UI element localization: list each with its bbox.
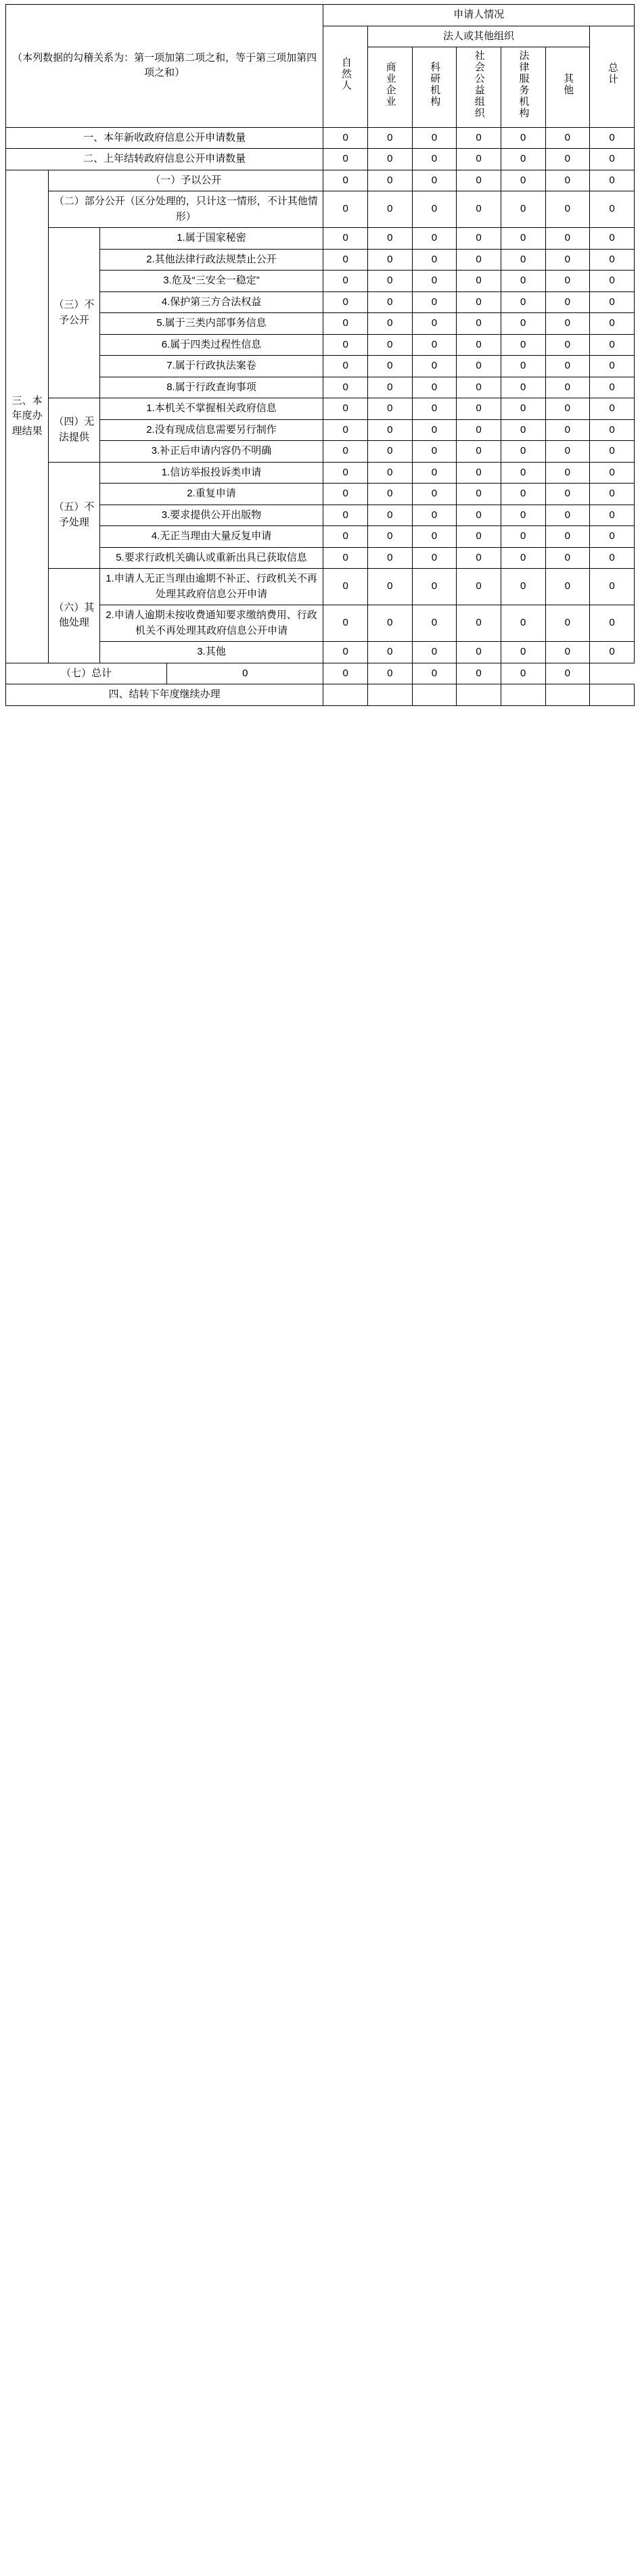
table-row bbox=[6, 419, 635, 441]
cell-value: 0 bbox=[501, 547, 545, 569]
cell-value bbox=[501, 684, 545, 706]
table-row bbox=[6, 663, 635, 684]
table-row bbox=[6, 191, 635, 228]
table-row bbox=[6, 228, 635, 250]
cell-value: 0 bbox=[367, 642, 412, 663]
cell-value: 0 bbox=[501, 334, 545, 356]
cell-value: 0 bbox=[412, 356, 457, 377]
cell-value: 0 bbox=[323, 377, 368, 398]
cell-value bbox=[590, 684, 635, 706]
table-row bbox=[6, 462, 635, 484]
cell-value: 0 bbox=[501, 663, 545, 684]
table-row bbox=[6, 605, 635, 642]
table-row bbox=[6, 547, 635, 569]
header-legal-or-other-org: 法人或其他组织 bbox=[367, 26, 589, 47]
cell-value: 0 bbox=[545, 127, 590, 149]
cell-value: 0 bbox=[323, 191, 368, 228]
cell-value: 0 bbox=[323, 271, 368, 292]
row-label-carry-forward-next-year: 四、结转下年度继续办理 bbox=[6, 684, 323, 706]
cell-value: 0 bbox=[501, 526, 545, 548]
item-label: 1.信访举报投诉类申请 bbox=[99, 462, 323, 484]
group-label-subtotal: （七）总计 bbox=[6, 663, 167, 684]
cell-value: 0 bbox=[501, 127, 545, 149]
row-label-handling-results-text: 三、本年度办理结果 bbox=[12, 394, 43, 437]
cell-value: 0 bbox=[323, 526, 368, 548]
cell-value: 0 bbox=[367, 334, 412, 356]
cell-value: 0 bbox=[412, 605, 457, 642]
cell-value: 0 bbox=[501, 249, 545, 271]
cell-value: 0 bbox=[501, 569, 545, 605]
table-row bbox=[6, 505, 635, 526]
cell-value: 0 bbox=[545, 291, 590, 313]
cell-value: 0 bbox=[590, 377, 635, 398]
item-label: 3.其他 bbox=[99, 642, 323, 663]
cell-value: 0 bbox=[323, 462, 368, 484]
cell-value: 0 bbox=[501, 484, 545, 505]
cell-value: 0 bbox=[412, 313, 457, 335]
cell-value: 0 bbox=[167, 663, 323, 684]
cell-value: 0 bbox=[323, 484, 368, 505]
cell-value: 0 bbox=[367, 526, 412, 548]
cell-value: 0 bbox=[323, 334, 368, 356]
cell-value: 0 bbox=[501, 398, 545, 420]
cell-value: 0 bbox=[367, 398, 412, 420]
row-label-carried-over-applications: 二、上年结转政府信息公开申请数量 bbox=[6, 149, 323, 170]
item-label: 1.申请人无正当理由逾期不补正、行政机关不再处理其政府信息公开申请 bbox=[99, 569, 323, 605]
cell-value: 0 bbox=[323, 398, 368, 420]
item-label: 2.其他法律行政法规禁止公开 bbox=[99, 249, 323, 271]
cell-value: 0 bbox=[590, 191, 635, 228]
item-label: 5.要求行政机关确认或重新出具已获取信息 bbox=[99, 547, 323, 569]
cell-value: 0 bbox=[367, 462, 412, 484]
cell-value: 0 bbox=[545, 462, 590, 484]
cell-value: 0 bbox=[412, 484, 457, 505]
table-row bbox=[6, 127, 635, 149]
item-label: 8.属于行政查询事项 bbox=[99, 377, 323, 398]
cell-value: 0 bbox=[545, 642, 590, 663]
header-col-commercial-enterprise-label: 商业企业 bbox=[384, 62, 396, 108]
cell-value: 0 bbox=[457, 127, 501, 149]
cell-value: 0 bbox=[501, 505, 545, 526]
cell-value: 0 bbox=[457, 419, 501, 441]
cell-value: 0 bbox=[412, 462, 457, 484]
table-row bbox=[6, 526, 635, 548]
cell-value: 0 bbox=[457, 642, 501, 663]
cell-value: 0 bbox=[412, 228, 457, 250]
cell-value: 0 bbox=[545, 334, 590, 356]
cell-value: 0 bbox=[457, 441, 501, 463]
cell-value: 0 bbox=[367, 313, 412, 335]
cell-value: 0 bbox=[367, 484, 412, 505]
cell-value: 0 bbox=[590, 228, 635, 250]
cell-value: 0 bbox=[367, 569, 412, 605]
cell-value: 0 bbox=[412, 547, 457, 569]
cell-value: 0 bbox=[501, 170, 545, 191]
cell-value: 0 bbox=[367, 249, 412, 271]
item-label: 2.没有现成信息需要另行制作 bbox=[99, 419, 323, 441]
cell-value: 0 bbox=[545, 547, 590, 569]
cell-value: 0 bbox=[323, 228, 368, 250]
cell-value: 0 bbox=[590, 356, 635, 377]
table-row bbox=[6, 569, 635, 605]
cell-value: 0 bbox=[501, 419, 545, 441]
cell-value: 0 bbox=[501, 271, 545, 292]
cell-value: 0 bbox=[457, 505, 501, 526]
cell-value: 0 bbox=[545, 228, 590, 250]
group-label-disclosed: （一）予以公开 bbox=[49, 170, 323, 191]
table-row bbox=[6, 291, 635, 313]
cell-value: 0 bbox=[501, 377, 545, 398]
cell-value: 0 bbox=[590, 170, 635, 191]
cell-value: 0 bbox=[457, 191, 501, 228]
header-col-research-institute-label: 科研机构 bbox=[429, 62, 441, 108]
cell-value: 0 bbox=[412, 377, 457, 398]
header-col-natural-person bbox=[323, 26, 368, 127]
header-col-legal-service-org bbox=[501, 47, 545, 128]
cell-value: 0 bbox=[323, 291, 368, 313]
cell-value: 0 bbox=[323, 149, 368, 170]
cell-value: 0 bbox=[412, 505, 457, 526]
group-label-not-disclosed: （三）不予公开 bbox=[49, 228, 99, 398]
cell-value: 0 bbox=[457, 462, 501, 484]
cell-value: 0 bbox=[590, 484, 635, 505]
cell-value: 0 bbox=[545, 313, 590, 335]
cell-value: 0 bbox=[590, 569, 635, 605]
cell-value bbox=[367, 684, 412, 706]
group-label-unable-to-provide: （四）无法提供 bbox=[49, 398, 99, 463]
table-row bbox=[6, 334, 635, 356]
row-label-new-applications: 一、本年新收政府信息公开申请数量 bbox=[6, 127, 323, 149]
cell-value: 0 bbox=[590, 127, 635, 149]
group-label-other-handling: （六）其他处理 bbox=[49, 569, 99, 663]
cell-value: 0 bbox=[590, 249, 635, 271]
cell-value: 0 bbox=[501, 149, 545, 170]
cell-value: 0 bbox=[367, 377, 412, 398]
header-col-other bbox=[545, 47, 590, 128]
cell-value: 0 bbox=[501, 191, 545, 228]
table-row bbox=[6, 684, 635, 706]
cell-value: 0 bbox=[412, 334, 457, 356]
item-label: 5.属于三类内部事务信息 bbox=[99, 313, 323, 335]
cell-value: 0 bbox=[367, 127, 412, 149]
item-label: 3.危及“三安全一稳定” bbox=[99, 271, 323, 292]
item-label: 1.本机关不掌握相关政府信息 bbox=[99, 398, 323, 420]
cell-value: 0 bbox=[367, 291, 412, 313]
cell-value: 0 bbox=[457, 398, 501, 420]
cell-value: 0 bbox=[457, 334, 501, 356]
cell-value: 0 bbox=[590, 419, 635, 441]
cell-value: 0 bbox=[457, 484, 501, 505]
item-label: 4.无正当理由大量反复申请 bbox=[99, 526, 323, 548]
cell-value: 0 bbox=[412, 419, 457, 441]
cell-value: 0 bbox=[501, 441, 545, 463]
cell-value: 0 bbox=[545, 505, 590, 526]
cell-value: 0 bbox=[457, 271, 501, 292]
item-label: 2.重复申请 bbox=[99, 484, 323, 505]
cell-value: 0 bbox=[501, 642, 545, 663]
cell-value: 0 bbox=[367, 191, 412, 228]
cell-value: 0 bbox=[323, 547, 368, 569]
cell-value bbox=[545, 684, 590, 706]
cell-value: 0 bbox=[412, 398, 457, 420]
cell-value: 0 bbox=[412, 642, 457, 663]
cell-value: 0 bbox=[412, 149, 457, 170]
cell-value: 0 bbox=[457, 313, 501, 335]
header-col-social-welfare-org bbox=[457, 47, 501, 128]
cell-value: 0 bbox=[545, 605, 590, 642]
item-label: 4.保护第三方合法权益 bbox=[99, 291, 323, 313]
header-col-natural-person-label: 自然人 bbox=[340, 56, 352, 91]
header-col-other-label: 其他 bbox=[562, 73, 574, 96]
cell-value: 0 bbox=[545, 170, 590, 191]
cell-value: 0 bbox=[457, 526, 501, 548]
cell-value: 0 bbox=[457, 605, 501, 642]
table-row bbox=[6, 484, 635, 505]
table-row bbox=[6, 377, 635, 398]
cell-value: 0 bbox=[323, 127, 368, 149]
table-row bbox=[6, 642, 635, 663]
cell-value: 0 bbox=[457, 569, 501, 605]
cell-value: 0 bbox=[367, 505, 412, 526]
cell-value: 0 bbox=[323, 605, 368, 642]
table-row bbox=[6, 149, 635, 170]
cell-value: 0 bbox=[367, 356, 412, 377]
cell-value: 0 bbox=[323, 441, 368, 463]
table-row bbox=[6, 313, 635, 335]
cell-value: 0 bbox=[545, 249, 590, 271]
header-col-total-label: 总计 bbox=[606, 62, 618, 86]
cell-value: 0 bbox=[412, 127, 457, 149]
table-row bbox=[6, 271, 635, 292]
cell-value: 0 bbox=[323, 505, 368, 526]
cell-value: 0 bbox=[457, 356, 501, 377]
table-row bbox=[6, 356, 635, 377]
cell-value: 0 bbox=[367, 419, 412, 441]
header-col-total bbox=[590, 26, 635, 127]
cell-value: 0 bbox=[412, 170, 457, 191]
cell-value: 0 bbox=[457, 170, 501, 191]
cell-value: 0 bbox=[590, 313, 635, 335]
cell-value: 0 bbox=[457, 249, 501, 271]
table-row bbox=[6, 441, 635, 463]
cell-value: 0 bbox=[412, 441, 457, 463]
cell-value: 0 bbox=[412, 569, 457, 605]
cell-value bbox=[323, 684, 368, 706]
cell-value: 0 bbox=[501, 313, 545, 335]
cell-value: 0 bbox=[590, 462, 635, 484]
cell-value: 0 bbox=[590, 547, 635, 569]
cell-value: 0 bbox=[323, 249, 368, 271]
cell-value: 0 bbox=[367, 149, 412, 170]
cell-value: 0 bbox=[590, 334, 635, 356]
cell-value: 0 bbox=[323, 170, 368, 191]
item-label: 7.属于行政执法案卷 bbox=[99, 356, 323, 377]
cell-value: 0 bbox=[457, 663, 501, 684]
cell-value: 0 bbox=[367, 663, 412, 684]
cell-value: 0 bbox=[590, 291, 635, 313]
cell-value: 0 bbox=[412, 291, 457, 313]
item-label: 2.申请人逾期未按收费通知要求缴纳费用、行政机关不再处理其政府信息公开申请 bbox=[99, 605, 323, 642]
cell-value: 0 bbox=[590, 441, 635, 463]
cell-value: 0 bbox=[590, 505, 635, 526]
header-row-applicant bbox=[6, 5, 635, 26]
cell-value: 0 bbox=[367, 271, 412, 292]
cell-value: 0 bbox=[457, 377, 501, 398]
cell-value: 0 bbox=[501, 356, 545, 377]
cell-value: 0 bbox=[545, 271, 590, 292]
header-col-social-welfare-org-label: 社会公益组织 bbox=[473, 50, 485, 119]
cell-value: 0 bbox=[590, 271, 635, 292]
cell-value: 0 bbox=[412, 249, 457, 271]
cell-value: 0 bbox=[545, 356, 590, 377]
table-row bbox=[6, 398, 635, 420]
cell-value: 0 bbox=[545, 191, 590, 228]
item-label: 3.补正后申请内容仍不明确 bbox=[99, 441, 323, 463]
cell-value: 0 bbox=[323, 356, 368, 377]
header-col-research-institute bbox=[412, 47, 457, 128]
cell-value: 0 bbox=[367, 170, 412, 191]
header-applicant-situation: 申请人情况 bbox=[323, 5, 635, 26]
cell-value: 0 bbox=[545, 663, 590, 684]
group-label-not-processed: （五）不予处理 bbox=[49, 462, 99, 569]
note-cell: （本列数据的勾稽关系为：第一项加第二项之和，等于第三项加第四项之和） bbox=[6, 5, 323, 128]
cell-value: 0 bbox=[545, 526, 590, 548]
cell-value: 0 bbox=[590, 149, 635, 170]
cell-value: 0 bbox=[501, 228, 545, 250]
table-row bbox=[6, 249, 635, 271]
cell-value: 0 bbox=[367, 441, 412, 463]
table-row bbox=[6, 170, 635, 191]
header-col-commercial-enterprise bbox=[367, 47, 412, 128]
cell-value: 0 bbox=[367, 228, 412, 250]
cell-value: 0 bbox=[323, 313, 368, 335]
cell-value: 0 bbox=[323, 663, 368, 684]
group-label-partially-disclosed: （二）部分公开（区分处理的，只计这一情形，不计其他情形） bbox=[49, 191, 323, 228]
cell-value: 0 bbox=[545, 419, 590, 441]
cell-value: 0 bbox=[367, 547, 412, 569]
government-information-disclosure-table bbox=[5, 4, 635, 706]
cell-value: 0 bbox=[545, 377, 590, 398]
cell-value: 0 bbox=[545, 569, 590, 605]
cell-value: 0 bbox=[323, 642, 368, 663]
cell-value: 0 bbox=[412, 271, 457, 292]
cell-value: 0 bbox=[545, 484, 590, 505]
item-label: 6.属于四类过程性信息 bbox=[99, 334, 323, 356]
row-label-handling-results bbox=[6, 170, 49, 663]
cell-value: 0 bbox=[501, 462, 545, 484]
cell-value: 0 bbox=[457, 547, 501, 569]
cell-value: 0 bbox=[545, 398, 590, 420]
cell-value: 0 bbox=[545, 149, 590, 170]
cell-value: 0 bbox=[412, 663, 457, 684]
header-col-legal-service-org-label: 法律服务机构 bbox=[518, 50, 530, 119]
cell-value: 0 bbox=[590, 605, 635, 642]
cell-value: 0 bbox=[545, 441, 590, 463]
cell-value: 0 bbox=[457, 228, 501, 250]
cell-value bbox=[457, 684, 501, 706]
cell-value: 0 bbox=[590, 642, 635, 663]
cell-value: 0 bbox=[501, 605, 545, 642]
document-page bbox=[0, 0, 640, 706]
cell-value: 0 bbox=[457, 291, 501, 313]
item-label: 3.要求提供公开出版物 bbox=[99, 505, 323, 526]
cell-value: 0 bbox=[590, 526, 635, 548]
cell-value: 0 bbox=[590, 398, 635, 420]
cell-value bbox=[412, 684, 457, 706]
cell-value: 0 bbox=[457, 149, 501, 170]
cell-value: 0 bbox=[412, 191, 457, 228]
cell-value: 0 bbox=[323, 569, 368, 605]
cell-value: 0 bbox=[412, 526, 457, 548]
cell-value: 0 bbox=[367, 605, 412, 642]
cell-value: 0 bbox=[323, 419, 368, 441]
item-label: 1.属于国家秘密 bbox=[99, 228, 323, 250]
cell-value: 0 bbox=[501, 291, 545, 313]
